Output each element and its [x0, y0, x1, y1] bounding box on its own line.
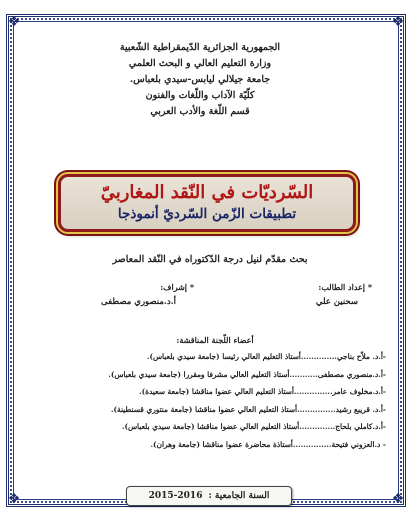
corner-ornament-icon: ❖ — [391, 491, 405, 507]
student-label: * إعداد الطالب: — [318, 282, 372, 292]
list-item: -أ.د.مخلوف عامر...............أستاذ التعليم العالي عضوا مناقشا (جامعة سعيدة). — [139, 387, 386, 397]
list-item: -أ.د. قريبع رشيد...............أستاذ التعليم العالي عضوا مناقشا (جامعة منتوري قسنطينة). — [110, 404, 386, 414]
academic-year-value: 2015-2016 — [148, 491, 203, 501]
department-name: قسم اللّغة والأدب العربي — [150, 106, 250, 117]
list-item: -أ.د.كاملي بلحاج..............أستاذ التعليم العالي عضوا مناقشا (جامعة سيدي بلعباس). — [121, 422, 386, 432]
list-item: -أ.د. ملاّح بناجي..............أستاذ التعليم العالي رئيسا (جامعة سيدي بلعباس). — [146, 352, 386, 361]
corner-ornament-icon: ❖ — [7, 14, 21, 30]
corner-ornament-icon: ❖ — [7, 491, 21, 507]
degree-statement: بحث مقدّم لنيل درجة الدّكتوراه في النّقد المعاصر — [112, 254, 308, 265]
academic-year-label: السنة الجامعية : — [208, 491, 270, 501]
thesis-title-box — [58, 174, 356, 232]
thesis-subtitle: تطبيقات الزّمن السّرديّ أنموذجا — [117, 206, 297, 222]
thesis-title: السّرديّات في النّقد المغاربيّ — [100, 182, 314, 203]
university-name: جامعة جيلالي ليابس-سيدي بلعباس. — [129, 74, 271, 85]
supervisor-label: * إشراف: — [160, 282, 194, 292]
ministry-name: وزارة التعليم العالي و البحث العلمي — [128, 58, 272, 69]
academic-year-box — [126, 486, 292, 506]
faculty-name: كلّيّة الآداب واللّغات والفنون — [145, 90, 255, 101]
supervisor-name: أ.د.منصوري مصطفى — [101, 297, 176, 307]
committee-members-list — [40, 348, 386, 454]
list-item: - د.العزوني فتيحة...............أستاذة محاضرة عضوا مناقشا (جامعة وهران). — [150, 439, 386, 449]
student-name: سحنين علي — [315, 297, 358, 307]
republic-name: الجمهورية الجزائرية الدّيمقراطية الشّعبية — [119, 42, 281, 53]
list-item: -أ.د.منصوري مصطفى...........أستاذ التعليم العالي مشرفا ومقررا (جامعة سيدي بلعباس). — [108, 369, 386, 379]
committee-title: أعضاء اللّجنة المناقشة: — [176, 335, 254, 345]
corner-ornament-icon: ❖ — [391, 14, 405, 30]
institution-header — [40, 40, 360, 120]
